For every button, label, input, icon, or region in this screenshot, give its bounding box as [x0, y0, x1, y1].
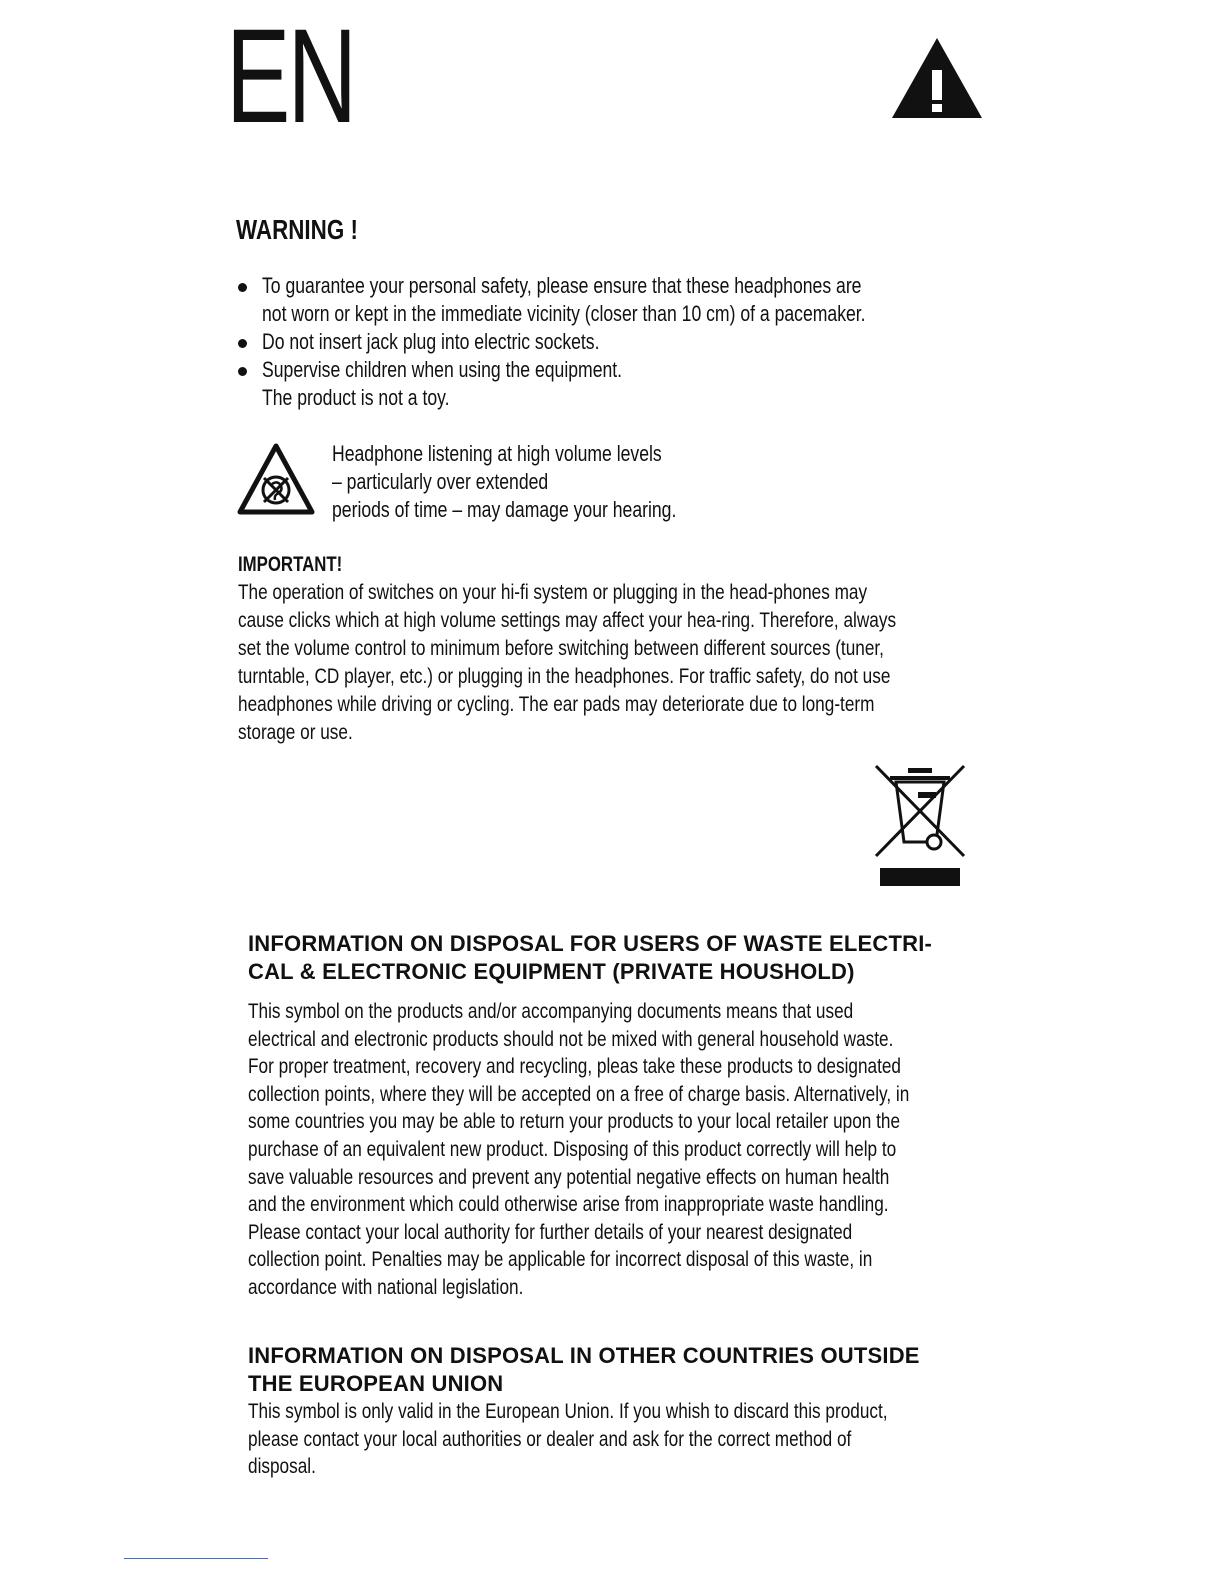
warning-item: Supervise children when using the equipment. The product is not a toy. [238, 356, 1016, 412]
warning-list [238, 272, 1016, 412]
important-body: The operation of switches on your hi-fi system or plugging in the head-phones may cause clicks which at high volume settings may affect your hea-ring. Therefore, always set the volume control to minimum before switching between different sources (tuner, turntable, CD player, etc.) or plugging in the headphones. For traffic safety, do not use headphones while driving or cycling. The ear pads may deteriorate due to long-term storage or use. [238, 580, 897, 744]
disposal-eu-body: This symbol on the products and/or accompanying documents means that used electrical and electronic products should not be mixed with general household waste. For proper treatment, recovery and recycling, pleas take these products to designated collection points, where they will be accepted on a free of charge basis. Alternatively, in some countries you may be able to return your products to your local retailer upon the purchase of an equivalent new product. Disposing of this product correctly will help to save valuable resources and prevent any potential negative effects on human health and the environment which could otherwise arise from inappropriate waste handling. Please contact your local authority for further details of your nearest designated collection point. Penalties may be applicable for incorrect disposal of this waste, in accordance with national legislation. [248, 999, 910, 1299]
hearing-warning-text: Headphone listening at high volume levels – particularly over extended periods of time – may damage your hearing. [332, 441, 677, 522]
disposal-other-title: INFORMATION ON DISPOSAL IN OTHER COUNTRIES OUTSIDE THE EUROPEAN UNION [248, 1343, 920, 1396]
warning-title: WARNING ! [236, 214, 358, 245]
crossed-out-wheelie-bin-icon [870, 762, 970, 888]
language-code: EN [226, 2, 355, 151]
hearing-damage-warning-icon [236, 442, 316, 516]
disposal-other-body: This symbol is only valid in the European Union. If you whish to discard this product, please contact your local authorities or dealer and ask for the correct method of disposal. [248, 1399, 888, 1479]
warning-item: To guarantee your personal safety, please ensure that these headphones are not worn or kept in the immediate vicinity (closer than 10 cm) of a pacemaker. [238, 272, 1016, 328]
footer-rule [124, 1558, 268, 1559]
bullet-dot [238, 367, 247, 376]
important-title: IMPORTANT! [238, 553, 343, 576]
disposal-eu-title: INFORMATION ON DISPOSAL FOR USERS OF WASTE ELECTRI- CAL & ELECTRONIC EQUIPMENT (PRIVATE HOUSHOLD) [248, 931, 933, 984]
bullet-dot [238, 283, 247, 292]
warning-triangle-icon [890, 36, 984, 120]
bullet-dot [238, 339, 247, 348]
warning-item: Do not insert jack plug into electric sockets. [238, 328, 1016, 356]
